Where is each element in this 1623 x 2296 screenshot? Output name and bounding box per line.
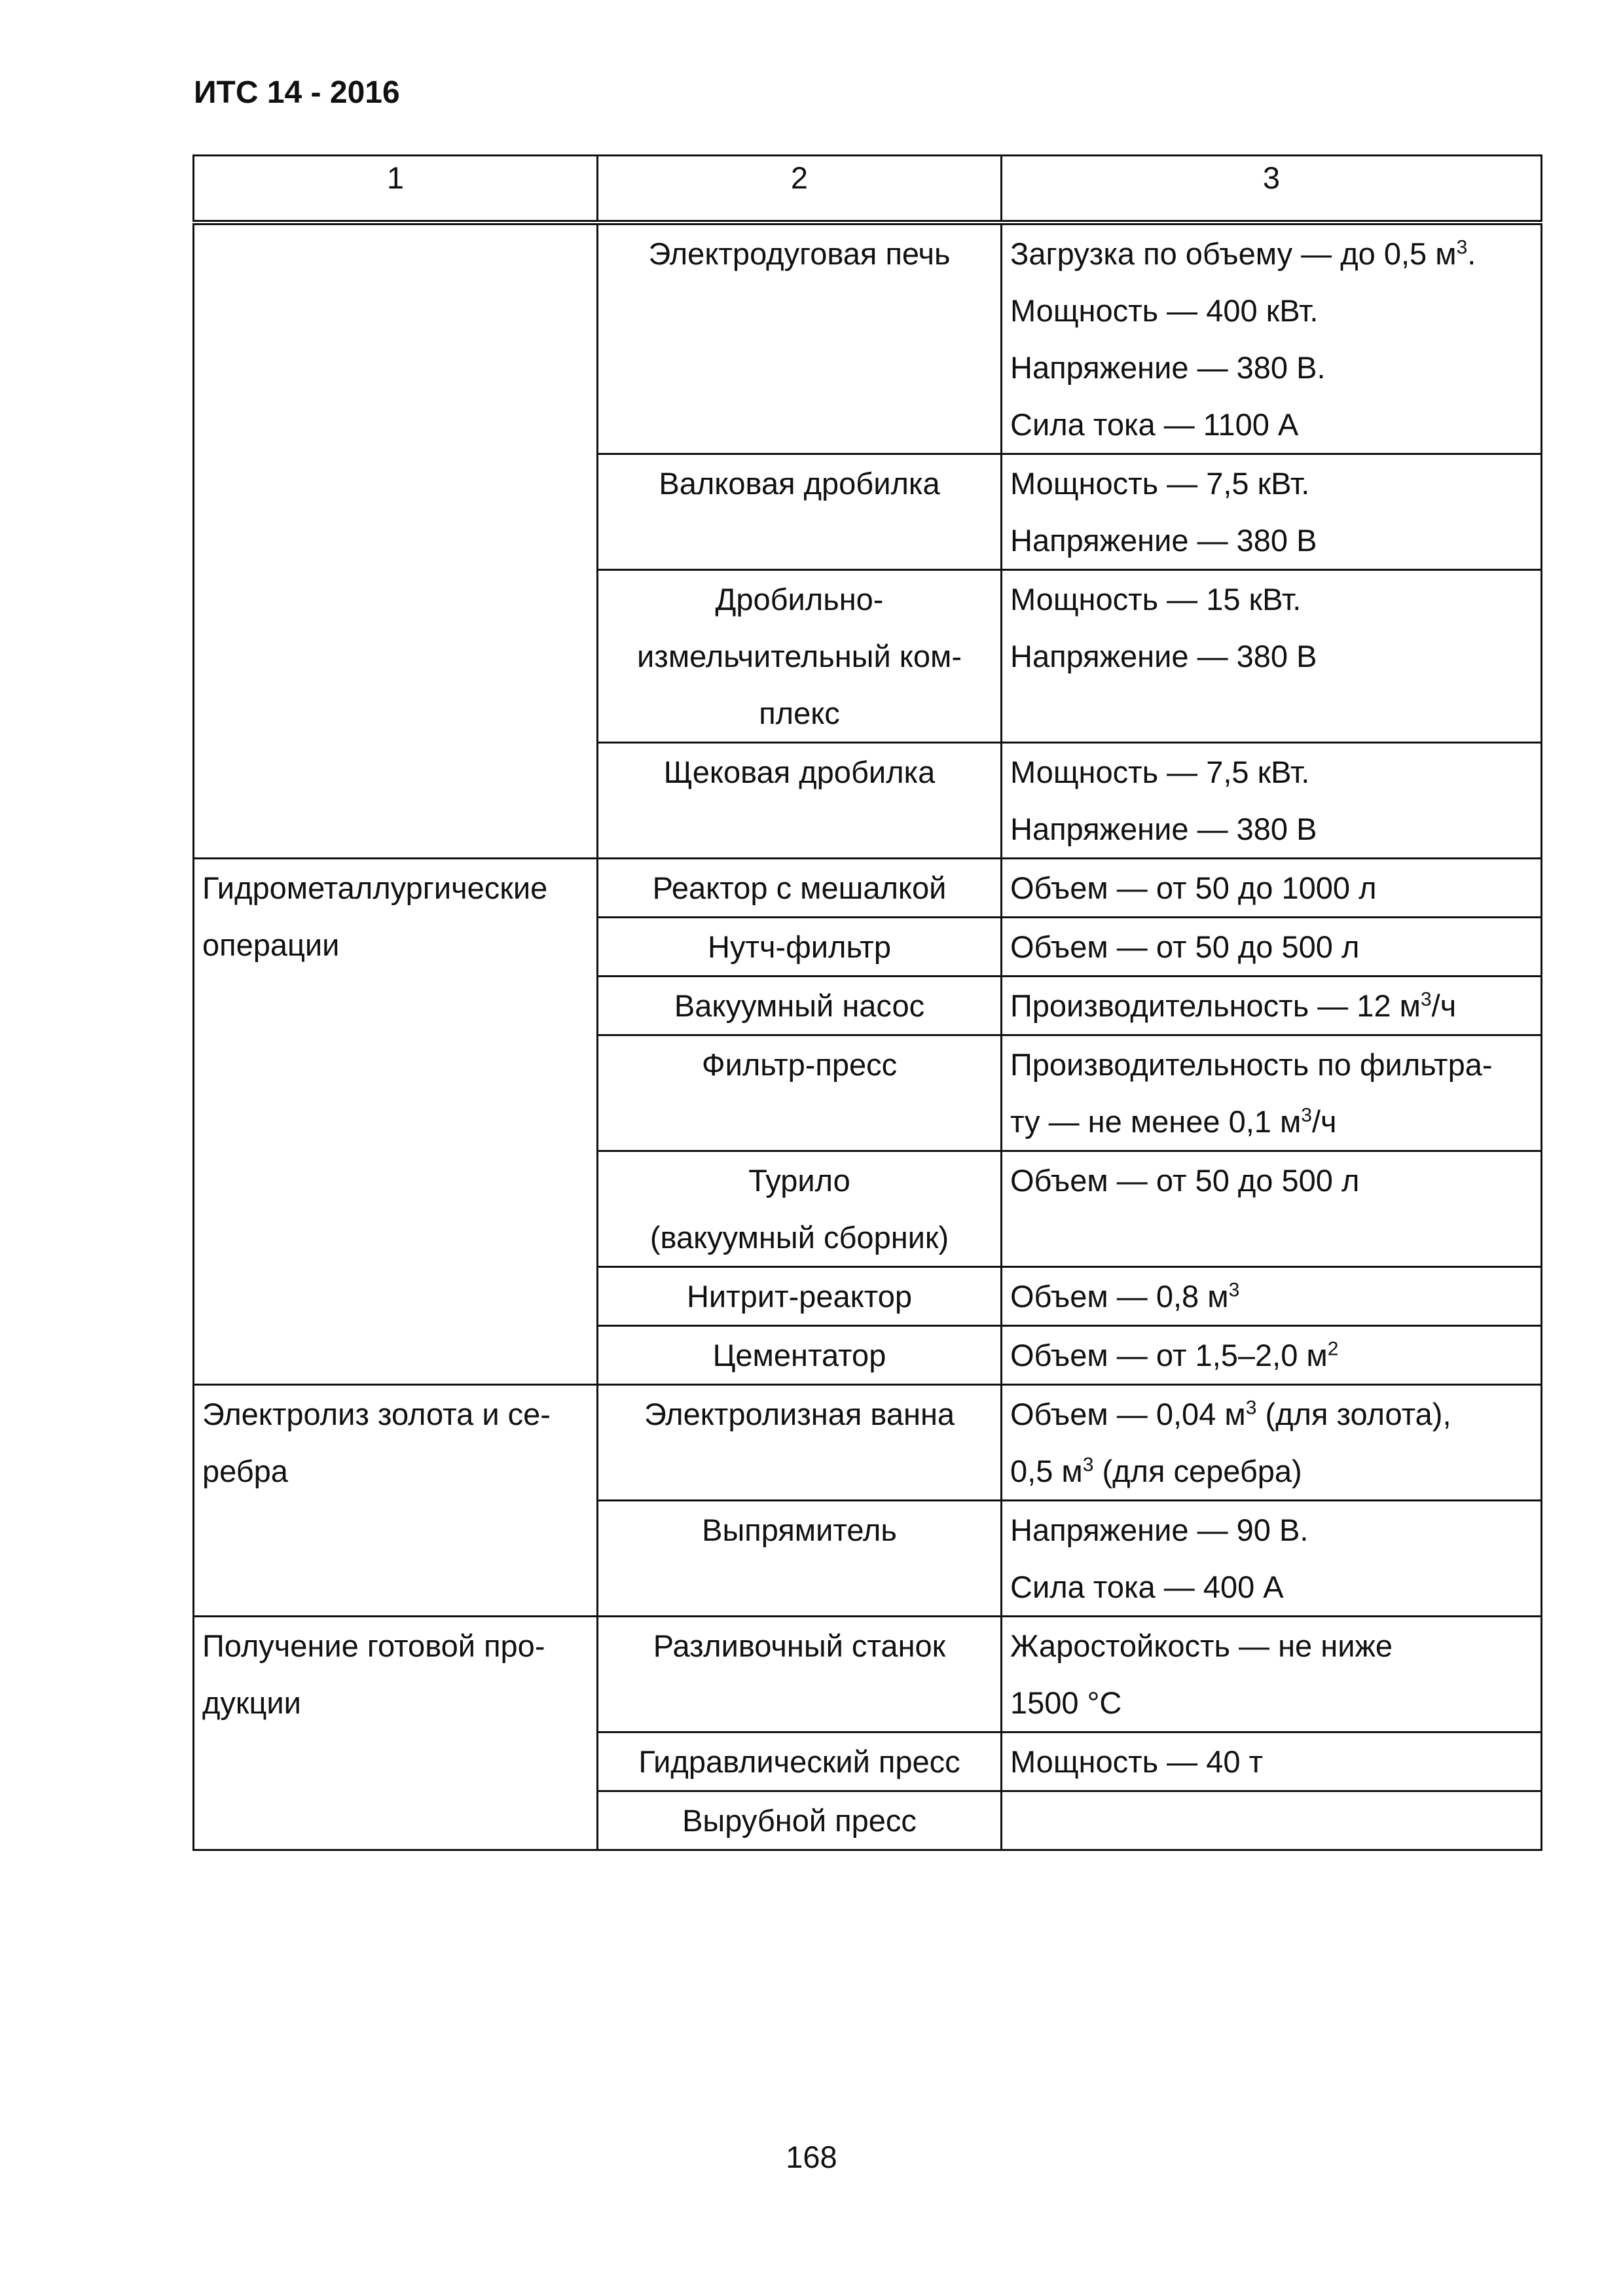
equipment-cell: Турило (вакуумный сборник) [598, 1151, 1002, 1267]
process-cell: Получение готовой про- дукции [194, 1617, 598, 1850]
equipment-cell: Выпрямитель [598, 1501, 1002, 1617]
equipment-cell: Валковая дробилка [598, 454, 1002, 570]
table-row [194, 859, 1542, 918]
equipment-cell: Электролизная ванна [598, 1385, 1002, 1501]
column-number-2: 2 [598, 156, 1002, 223]
equipment-cell: Вырубной пресс [598, 1791, 1002, 1850]
spec-cell: Мощность — 40 т [1002, 1732, 1542, 1791]
process-cell: Гидрометаллургические операции [194, 859, 598, 1385]
equipment-cell: Цементатор [598, 1326, 1002, 1385]
column-number-1: 1 [194, 156, 598, 223]
equipment-cell: Нутч-фильтр [598, 918, 1002, 977]
equipment-cell: Гидравлический пресс [598, 1732, 1002, 1791]
equipment-table [192, 154, 1542, 1851]
equipment-cell: Реактор с мешалкой [598, 859, 1002, 918]
spec-cell: Загрузка по объему — до 0,5 $м^3$. Мощность — 400 кВт. Напряжение — 380 В. Сила тока — 1100 А [1002, 223, 1542, 454]
spec-cell: Объем — от 1,5–2,0 $м^2$ [1002, 1326, 1542, 1385]
column-number-row [194, 156, 1542, 223]
process-cell: Электролиз золота и се- ребра [194, 1385, 598, 1617]
spec-cell: Объем — от 50 до 500 л [1002, 1151, 1542, 1267]
spec-cell: Мощность — 7,5 кВт. Напряжение — 380 В [1002, 743, 1542, 859]
spec-cell: Напряжение — 90 В. Сила тока — 400 А [1002, 1501, 1542, 1617]
equipment-cell: Дробильно- измельчительный ком- плекс [598, 570, 1002, 743]
column-number-3: 3 [1002, 156, 1542, 223]
spec-cell: Объем — от 50 до 500 л [1002, 918, 1542, 977]
equipment-cell: Фильтр-пресс [598, 1035, 1002, 1151]
page-number: 168 [786, 2140, 837, 2174]
table-row [194, 1617, 1542, 1732]
process-cell-continued [194, 223, 598, 859]
spec-cell: Объем — 0,04 $м^3$ (для золота), 0,5 $м^3$ (для серебра) [1002, 1385, 1542, 1501]
spec-cell: Производительность по фильтра- ту — не менее 0,1 $м^3/ч$ [1002, 1035, 1542, 1151]
equipment-cell: Электродуговая печь [598, 223, 1002, 454]
equipment-cell: Нитрит-реактор [598, 1267, 1002, 1326]
document-code: ИТС 14 - 2016 [194, 75, 400, 110]
spec-cell: Жаростойкость — не ниже 1500 °С [1002, 1617, 1542, 1732]
spec-cell: Объем — 0,8 $м^3$ [1002, 1267, 1542, 1326]
spec-cell: Производительность — 12 $м^3/ч$ [1002, 977, 1542, 1035]
spec-cell: Объем — от 50 до 1000 л [1002, 859, 1542, 918]
table-row [194, 1385, 1542, 1501]
equipment-cell: Щековая дробилка [598, 743, 1002, 859]
equipment-cell: Вакуумный насос [598, 977, 1002, 1035]
spec-cell: Мощность — 7,5 кВт. Напряжение — 380 В [1002, 454, 1542, 570]
equipment-cell: Разливочный станок [598, 1617, 1002, 1732]
table-row [194, 223, 1542, 454]
spec-cell-empty [1002, 1791, 1542, 1850]
spec-cell: Мощность — 15 кВт. Напряжение — 380 В [1002, 570, 1542, 743]
